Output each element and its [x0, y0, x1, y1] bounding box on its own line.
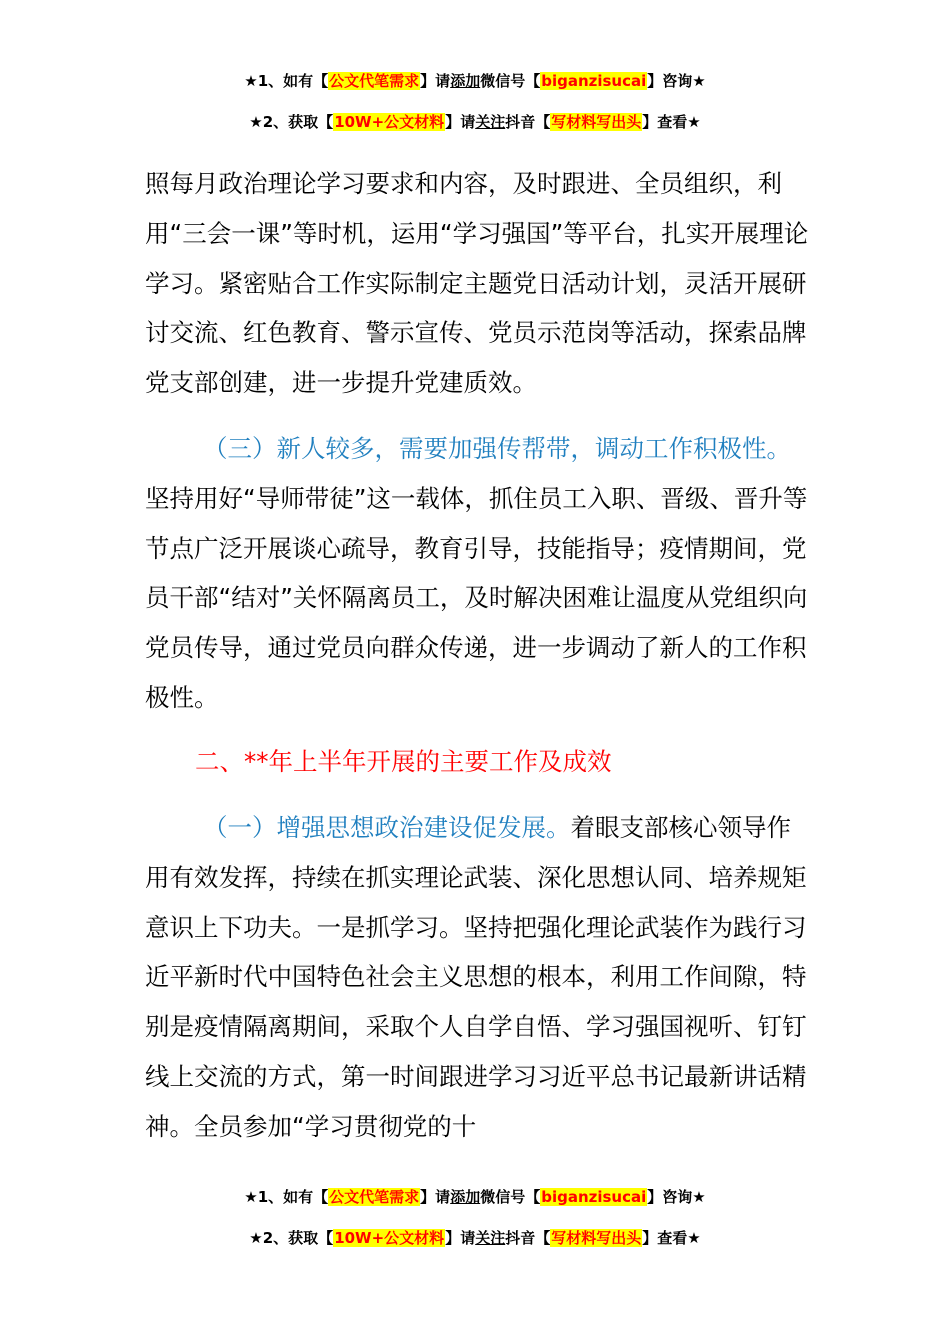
paragraph-body-one: 着眼支部核心领导作用有效发挥，持续在抓实理论武装、深化思想认同、培养规矩意识上下功夫。一是抓学习。坚持把强化理论武装作为践行习近平新时代中国特色社会主义思想的根本，利用工作间隙，特别是疫情隔离期间，采取个人自学自悟、学习强国视听、钉钉线上交流的方式，第一时间跟进学习习近平总书记最新讲话精神。全员参加“学习贯彻党的十 — [145, 813, 807, 1141]
section-title-two: 二、**年上半年开展的主要工作及成效 — [195, 747, 612, 776]
paragraph-body-three: 坚持用好“导师带徒”这一载体，抓住员工入职、晋级、晋升等节点广泛开展谈心疏导，教育引导，技能指导；疫情期间，党员干部“结对”关怀隔离员工，及时解决困难让温度从党组织向党员传导，通过党员向群众传递，进一步调动了新人的工作积极性。 — [145, 483, 808, 712]
paragraph-one — [145, 803, 810, 1152]
notice-suffix: 】查看★ — [642, 113, 701, 131]
paragraph-continuation: 照每月政治理论学习要求和内容，及时跟进、全员组织，利用“三会一课”等时机，运用“学习强国”等平台，扎实开展理论学习。紧密贴合工作实际制定主题党日活动计划，灵活开展研讨交流、红色教育、警示宣传、党员示范岗等活动，探索品牌党支部创建，进一步提升党建质效。 — [145, 169, 809, 398]
paragraph-heading-one: （一）增强思想政治建设促发展。 — [203, 813, 571, 842]
paragraph-three — [145, 424, 810, 723]
notice-emphasis: 添加 — [450, 72, 481, 90]
notice-highlight-wechat: biganzisucai — [541, 72, 647, 90]
notice-highlight-douyin: 写材料写出头 — [551, 113, 642, 131]
notice-suffix: 】咨询★ — [647, 1188, 706, 1206]
notice-highlight-materials: 10W+公文材料 — [334, 113, 445, 131]
header-notice-line-2 — [0, 111, 950, 133]
footer-notice-line-2 — [0, 1227, 950, 1249]
paragraph-heading-three: （三）新人较多，需要加强传帮带，调动工作积极性。 — [203, 434, 791, 463]
notice-prefix: ★1、如有【 — [244, 72, 329, 90]
footer-notice-line-1 — [0, 1186, 950, 1208]
notice-emphasis: 添加 — [450, 1188, 481, 1206]
notice-text: 】请 — [420, 72, 451, 90]
notice-text: 】请 — [420, 1188, 451, 1206]
notice-highlight-service: 公文代笔需求 — [329, 72, 420, 90]
notice-highlight-douyin: 写材料写出头 — [551, 1229, 642, 1247]
notice-highlight-wechat: biganzisucai — [541, 1188, 647, 1206]
notice-prefix: ★2、获取【 — [249, 113, 334, 131]
notice-highlight-materials: 10W+公文材料 — [334, 1229, 445, 1247]
notice-suffix: 】咨询★ — [647, 72, 706, 90]
notice-highlight-service: 公文代笔需求 — [329, 1188, 420, 1206]
notice-prefix: ★2、获取【 — [249, 1229, 334, 1247]
notice-suffix: 】查看★ — [642, 1229, 701, 1247]
notice-prefix: ★1、如有【 — [244, 1188, 329, 1206]
notice-emphasis: 关注 — [475, 1229, 506, 1247]
header-notice-line-1 — [0, 70, 950, 92]
notice-emphasis: 关注 — [475, 113, 506, 131]
notice-text: 微信号【 — [480, 72, 541, 90]
notice-text: 抖音【 — [505, 1229, 551, 1247]
notice-text: 】请 — [445, 1229, 476, 1247]
notice-text: 】请 — [445, 113, 476, 131]
notice-text: 抖音【 — [505, 113, 551, 131]
notice-text: 微信号【 — [480, 1188, 541, 1206]
